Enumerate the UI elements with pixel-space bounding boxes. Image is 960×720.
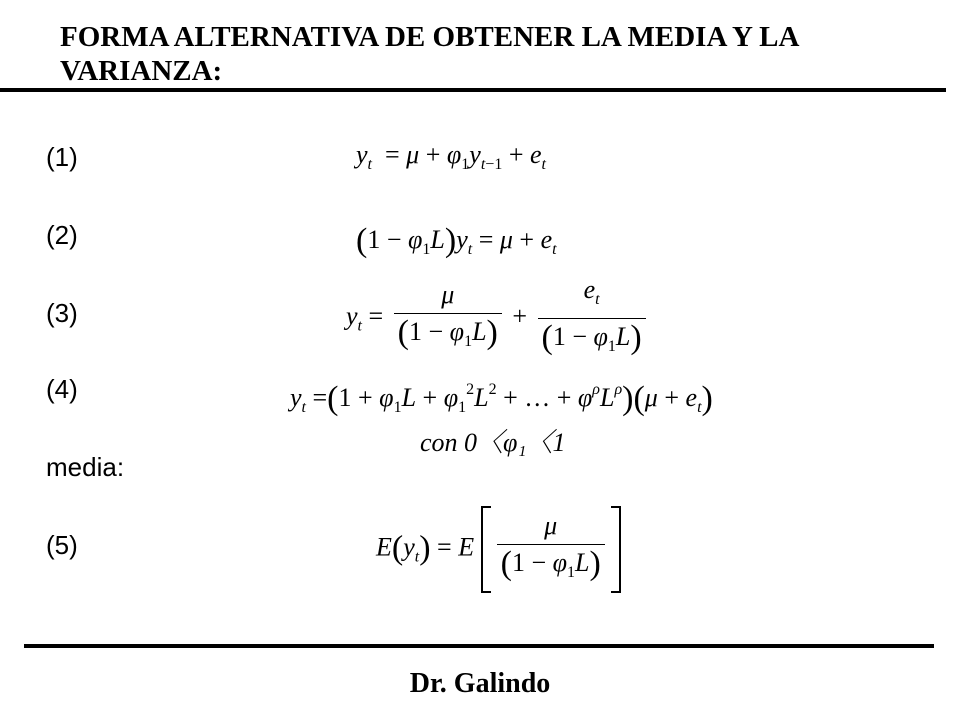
equation-5: $E(y_t) = E$ $\frac{\mu}{(1 - \varphi_1L)}$ [376,510,621,589]
equation-4: $y_t =(1 + \varphi_1L + \varphi_1^2L^2$ + … + $\varphi^\rho L^\rho)(\mu + e_t)$ [290,380,713,417]
equation-label-2: (2) [46,220,78,250]
equation-label-4: (4) [46,374,78,404]
equation-label-1: (1) [46,142,78,172]
footer-author: Dr. Galindo [409,668,551,699]
equation-label-5: (5) [46,530,78,560]
slide-title: FORMA ALTERNATIVA DE OBTENER LA MEDIA Y LA VARIANZA: [60,21,798,87]
title-underline [0,88,946,92]
equation-label-3: (3) [46,298,78,328]
equation-1: $y_t = \mu + \varphi_1y_{t-1} + e_t$ [356,140,546,173]
equation-2: $(1 - \varphi_1L)y_t = \mu + e_t$ [356,222,557,259]
media-label: media: [46,452,125,482]
equation-4-condition: con 0〈φ₁〈1 [420,428,566,457]
footer-rule [24,644,934,648]
equation-3: $y_t$ = $\frac{\mu}{(1 - \varphi_1L)}$ + $\frac{e_t}{(1 - \varphi_1L)}$ [346,274,650,363]
